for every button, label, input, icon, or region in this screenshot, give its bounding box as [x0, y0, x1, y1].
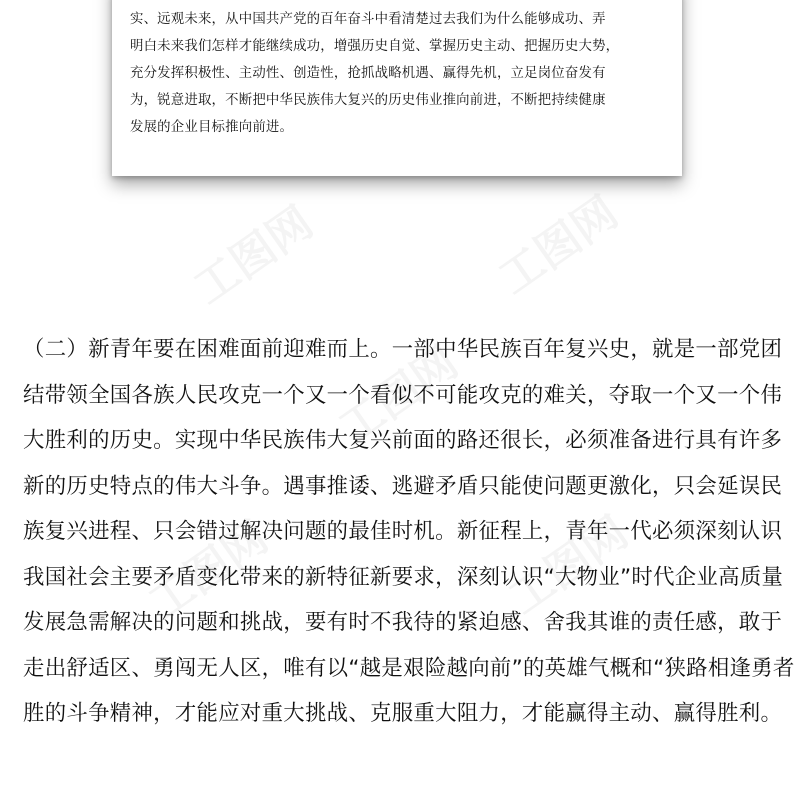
card-paragraph	[130, 6, 664, 141]
watermark: 工图网	[499, 506, 638, 625]
card-line: 发展的企业目标推向前进。	[130, 120, 294, 135]
card-line: 为，锐意进取，不断把中华民族伟大复兴的历史伟业推向前进，不断把持续健康	[130, 93, 606, 108]
watermark: 工图网	[184, 196, 323, 315]
card-line: 充分发挥积极性、主动性、创造性，抢抓战略机遇、赢得先机，立足岗位奋发有	[130, 66, 606, 81]
body-line: 结带领全国各族人民攻克一个又一个看似不可能攻克的难关，夺取一个又一个伟	[23, 382, 783, 408]
card-line: 明白未来我们怎样才能继续成功，增强历史自觉、掌握历史主动、把握历史大势，	[130, 39, 620, 54]
body-line: 胜的斗争精神，才能应对重大挑战、克服重大阻力，才能赢得主动、赢得胜利。	[23, 701, 783, 726]
watermark: 工图网	[489, 186, 628, 305]
body-paragraph	[23, 327, 795, 737]
body-line: （二）新青年要在困难面前迎难而上。一部中华民族百年复兴史，就是一部党团	[23, 337, 783, 362]
watermark: 工图网	[329, 336, 468, 455]
watermark: 工图网	[139, 511, 278, 630]
body-line: 大胜利的历史。实现中华民族伟大复兴前面的路还很长，必须准备进行具有许多	[23, 428, 783, 453]
body-line: 我国社会主要矛盾变化带来的新特征新要求，深刻认识“大物业”时代企业高质量	[23, 564, 784, 590]
body-line: 新的历史特点的伟大斗争。遇事推诿、逃避矛盾只能使问题更激化，只会延误民	[23, 473, 783, 499]
body-line: 发展急需解决的问题和挑战，要有时不我待的紧迫感、舍我其谁的责任感，敢于	[23, 610, 783, 635]
body-line: 走出舒适区、勇闯无人区，唯有以“越是艰险越向前”的英雄气概和“狭路相逢勇者	[23, 655, 795, 681]
body-line: 族复兴进程、只会错过解决问题的最佳时机。新征程上，青年一代必须深刻认识	[23, 519, 783, 544]
quote-card	[112, 0, 682, 176]
card-line: 实、远观未来，从中国共产党的百年奋斗中看清楚过去我们为什么能够成功、弄	[130, 12, 606, 27]
